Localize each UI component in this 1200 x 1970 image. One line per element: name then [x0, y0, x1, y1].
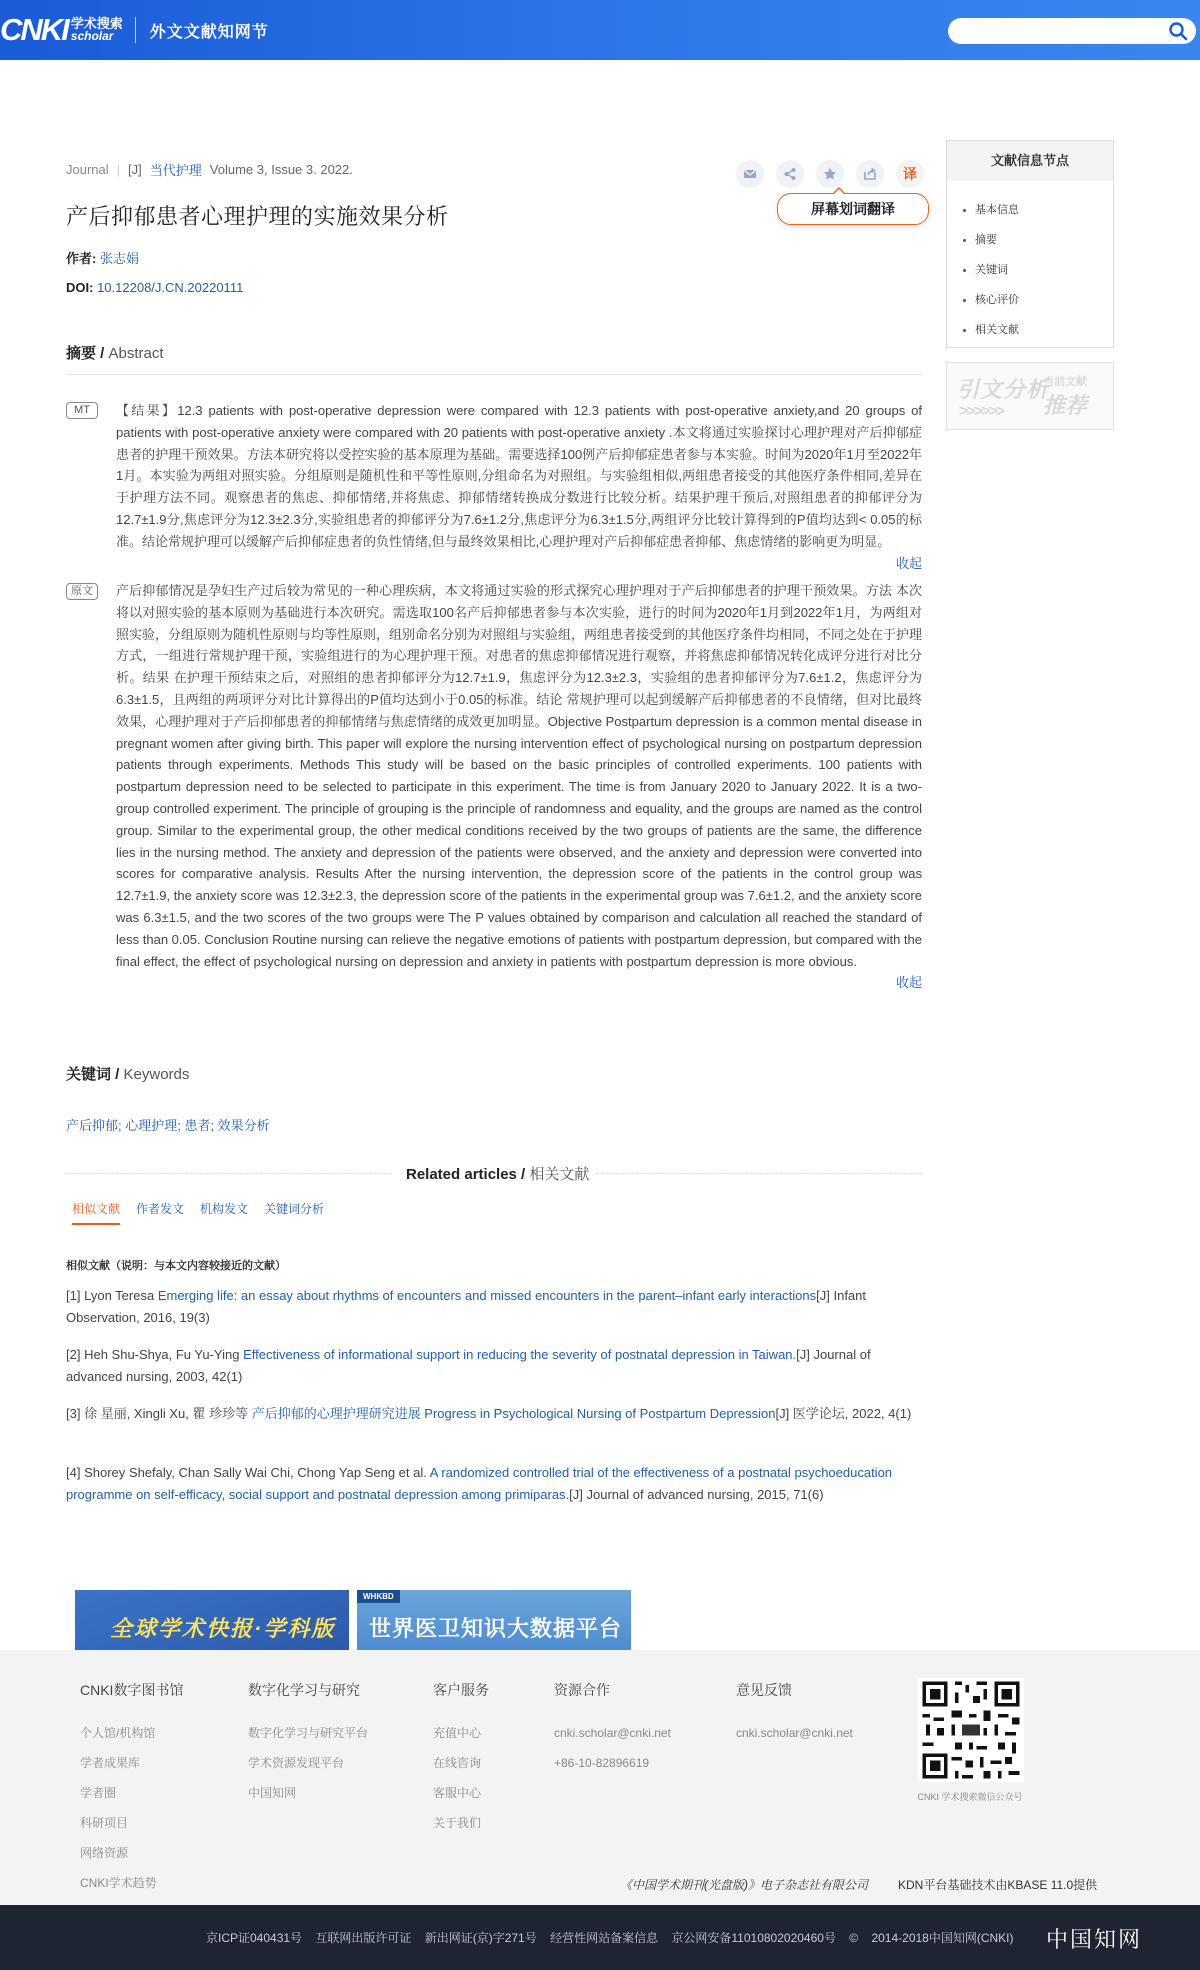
- node-title: 外文文献知网节: [149, 23, 269, 41]
- keyword-list[interactable]: 产后抑郁; 心理护理; 患者; 效果分析: [66, 1118, 270, 1133]
- sidebar: [946, 140, 1114, 430]
- keywords-heading: 关键词 / Keywords: [66, 1066, 190, 1083]
- search-box: [948, 18, 1196, 44]
- author-link[interactable]: 张志娟: [99, 251, 139, 266]
- similar-note: 相似文献（说明：与本文内容较接近的文献）: [66, 1260, 286, 1272]
- sidebar-item-core-evaluation[interactable]: 核心评价: [963, 285, 1113, 315]
- footer-link[interactable]: 充值中心: [433, 1726, 482, 1740]
- kdn-text: KDN平台基础技术由KBASE 11.0提供: [898, 1878, 1098, 1892]
- logo-divider: [135, 17, 136, 43]
- footer-link[interactable]: 学术资源发现平台: [248, 1756, 345, 1770]
- logo-cnki-text: CNKI: [0, 12, 68, 47]
- footer-link[interactable]: 个人馆/机构馆: [80, 1726, 156, 1740]
- footer-link[interactable]: 在线咨询: [433, 1756, 482, 1770]
- related-divider-left: [66, 1173, 392, 1174]
- cnki-scholar-logo[interactable]: [0, 14, 269, 46]
- footer-col-cooperation: 资源合作 cnki.scholar@cnki.net +86-10-82896619: [554, 1680, 671, 1778]
- sidebar-item-basic-info[interactable]: 基本信息: [963, 195, 1113, 225]
- footer-link[interactable]: 网络资源: [80, 1846, 129, 1860]
- footer-link[interactable]: cnki.scholar@cnki.net: [736, 1726, 853, 1740]
- footer-col-library: CNKI数字图书馆 个人馆/机构馆 学者成果库 学者圈 科研项目 网络资源 CNKI学术趋势: [80, 1680, 183, 1898]
- author-line: [66, 248, 139, 267]
- world-medical-platform-banner[interactable]: WHKBD 世界医卫知识大数据平台: [357, 1590, 631, 1696]
- tab-keyword-analysis[interactable]: 关键词分析: [264, 1202, 325, 1216]
- related-articles-heading: [66, 1163, 922, 1183]
- related-tabs: [72, 1200, 324, 1225]
- reference-item: [3] 徐 星丽, Xingli Xu, 瞿 珍珍等 产后抑郁的心理护理研究进展 Progress in Psychological Nursing of Postpartum Depression[J] 医学论坛, 2022, 4(1): [66, 1406, 912, 1421]
- logo-scholar-text: 学术搜索 scholar: [70, 16, 123, 43]
- tab-institution[interactable]: 机构发文: [200, 1202, 249, 1216]
- footer-link[interactable]: 学者圈: [80, 1786, 117, 1800]
- sidebar-item-related[interactable]: 相关文献: [963, 315, 1113, 345]
- translate-button[interactable]: 译: [896, 160, 924, 188]
- article-toolbar: [736, 160, 924, 188]
- machine-translated-abstract: 【结果】12.3 patients with post-operative depression were compared with 12.3 patients with post-operative anxiety,and 20 groups of patients with post-operative anxiety were compared with 20 patients with post-operative anxiety .本文将通过实验探讨心理护理对产后抑郁症患者的护理干预效果。方法本研究将以受控实验的基本原理为基础。需要选择100例产后抑郁症患者参与本实验。时间为2020年1月至2022年1月。本实验为两组对照实验。分组原则是随机性和平等性原则,分组命名为对照组。与实验组相似,两组患者接受的其他医疗条件相同,差异在于护理方法不同。观察患者的焦虑、抑郁情绪,并将焦虑、抑郁情绪转换成分数进行比较分析。结果护理干预后,对照组患者的抑郁评分为12.7±1.9分,焦虑评分为12.3±2.3分,实验组患者的抑郁评分为7.6±1.2分,焦虑评分为6.3±1.5分,两组评分比较计算得到的P值均达到< 0.05的标准。结论常规护理可以缓解产后抑郁症患者的负性情绪,但与最终效果相比,心理护理对产后抑郁症患者抑郁、焦虑情绪的影响更为明显。 收起: [116, 400, 922, 574]
- reference-title-link[interactable]: Emerging life: an essay about rhythms of encounters and missed encounters in the parent–infant early interactions: [157, 1288, 817, 1303]
- wechat-qr-code: [918, 1678, 1024, 1782]
- reference-title-link[interactable]: A randomized controlled trial of the effectiveness of a postnatal psychoeducation programme on self-efficacy, social support and postnatal depression among primiparas.: [66, 1465, 893, 1502]
- footer-link[interactable]: 关于我们: [433, 1816, 482, 1830]
- article-type: Journal: [66, 162, 109, 177]
- reference-title-link[interactable]: 产后抑郁的心理护理研究进展 Progress in Psychological Nursing of Postpartum Depression: [251, 1406, 776, 1421]
- related-divider-right: [596, 1173, 922, 1174]
- cnki-brand-logo: 中国知网: [1046, 1928, 1143, 1953]
- qr-caption: CNKI 学术搜索微信公众号: [917, 1792, 1023, 1802]
- search-input[interactable]: [948, 18, 1158, 44]
- original-abstract: 产后抑郁情况是孕妇生产过后较为常见的一种心理疾病，本文将通过实验的形式探究心理护理对于产后抑郁患者的护理干预效果。方法 本次将以对照实验的基本原则为基础进行本次研究。需选取100名产后抑郁患者参与本次实验，进行的时间为2020年1月到2022年1月，为两组对照实验，分组原则为随机性原则与均等性原则，组别命名分别为对照组与实验组，两组患者接受到的其他医疗条件均相同，不同之处在于护理方式，一组进行常规护理干预，实验组进行的为心理护理干预。对患者的焦虑抑郁情况进行观察，并将焦虑抑郁情况转化成评分进行对比分析。结果 在护理干预结束之后，对照组的患者抑郁评分为12.7±1.9，焦虑评分为12.3±2.3，实验组的患者抑郁评分为7.6±1.2，焦虑评分为6.3±1.5，且两组的两项评分对比计算得出的P值均达到小于0.05的标准。结论 常规护理可以起到缓解产后抑郁患者的不良情绪，但对比最终效果，心理护理对于产后抑郁患者的抑郁情绪与焦虑情绪的成效更加明显。Objective Postpartum depression is a common mental disease in pregnant women after giving birth. This paper will explore the nursing intervention effect of psychological nursing on postpartum depression patients through experiments. Methods This study will be based on the basic principles of controlled experiments. 100 patients with postpartum depression need to be selected to participate in this experiment. The time is from January 2020 to January 2022. It is a two-group controlled experiment. The principle of grouping is the principle of randomness and equality, and the groups are named as the control group. Similar to the experimental group, the other medical conditions received by the two groups of patients are the same, the difference lies in the nursing method. The anxiety and depression of the patients were observed, and the anxiety and depression were converted into scores for comparative analysis. Results After the nursing intervention, the depression score of the patients in the control group was 12.7±1.9, the anxiety score was 12.3±2.3, the depression score of the patients in the experimental group was 7.6±1.2, and the anxiety score was 6.3±1.5, and the two scores of the two groups were The P values obtained by comparison and calculation all reached the standard of less than 0.05. Conclusion Routine nursing can relieve the negative emotions of patients with postpartum depression, but compared with the final effect, the effect of psychological nursing on depression and anxiety in patients with postpartum depression is more obvious. 收起: [116, 580, 922, 994]
- reference-item: [1] Lyon Teresa Emerging life: an essay about rhythms of encounters and missed encounters in the parent–infant early interactions[J] Infant Observation, 2016, 19(3): [66, 1288, 867, 1325]
- footer-link[interactable]: cnki.scholar@cnki.net: [554, 1726, 671, 1740]
- node-navigation-title: 文献信息节点: [947, 141, 1113, 181]
- doi-link[interactable]: 10.12208/J.CN.20220111: [97, 280, 244, 295]
- collapse-original-link[interactable]: 收起: [895, 975, 922, 991]
- arrows-icon: >>>>>>: [959, 403, 1004, 420]
- reference-item: [4] Shorey Shefaly, Chan Sally Wai Chi, Chong Yap Seng et al. A randomized controlled trial of the effectiveness of a postnatal psychoeducation programme on self-efficacy, social support and postnatal depression among primiparas.[J] Journal of advanced nursing, 2015, 71(6): [66, 1465, 893, 1502]
- meta-divider: |: [116, 162, 121, 177]
- author-label: 作者:: [66, 251, 97, 266]
- doi-line: [66, 280, 243, 295]
- citation-analysis-box[interactable]: 引文分析 当前文献 推荐 >>>>>>: [946, 362, 1114, 430]
- publisher-text: 《中国学术期刊(光盘版)》电子杂志社有限公司: [620, 1878, 868, 1892]
- original-tag: 原文: [66, 583, 98, 600]
- collapse-mt-link[interactable]: 收起: [895, 555, 922, 571]
- footer-link[interactable]: 数字化学习与研究平台: [248, 1726, 369, 1740]
- mail-icon: [742, 166, 758, 182]
- journal-issue: Volume 3, Issue 3. 2022.: [209, 162, 353, 177]
- footer-link[interactable]: 中国知网: [248, 1786, 297, 1800]
- share-button[interactable]: [776, 160, 804, 188]
- mt-tag: MT: [66, 402, 98, 419]
- global-academic-express-banner[interactable]: 全球学术快报·学科版: [75, 1590, 349, 1696]
- main-content: [0, 60, 1200, 1650]
- related-heading-text: Related articles / 相关文献: [400, 1163, 595, 1184]
- footer-link: +86-10-82896619: [554, 1756, 650, 1770]
- footer-link[interactable]: 科研项目: [80, 1816, 129, 1830]
- reference-title-link[interactable]: Effectiveness of informational support in reducing the severity of postnatal depression in Taiwan.: [243, 1347, 797, 1362]
- footer-col-feedback: 意见反馈 cnki.scholar@cnki.net: [736, 1680, 853, 1748]
- share-icon: [782, 166, 798, 182]
- node-navigation: [946, 140, 1114, 348]
- reference-item: [2] Heh Shu-Shya, Fu Yu-Ying Effectiveness of informational support in reducing the severity of postnatal depression in Taiwan.[J] Journal of advanced nursing, 2003, 42(1): [66, 1347, 871, 1384]
- journal-tag: [J]: [128, 162, 142, 177]
- tab-similar[interactable]: 相似文献: [72, 1200, 120, 1225]
- sidebar-item-keywords[interactable]: 关键词: [963, 255, 1113, 285]
- article-meta: [66, 160, 353, 179]
- favorite-button[interactable]: [816, 160, 844, 188]
- email-button[interactable]: [736, 160, 764, 188]
- export-icon: [862, 166, 878, 182]
- footer-col-service: 客户服务 充值中心 在线咨询 客服中心 关于我们: [433, 1680, 489, 1838]
- site-footer: [0, 1650, 1200, 1905]
- journal-name-link[interactable]: 当代护理: [149, 163, 202, 178]
- top-header: [0, 0, 1200, 60]
- translate-tooltip: 屏幕划词翻译: [777, 193, 929, 225]
- footer-col-learning: 数字化学习与研究 数字化学习与研究平台 学术资源发现平台 中国知网: [248, 1680, 368, 1808]
- star-icon: [822, 166, 838, 182]
- tab-author[interactable]: 作者发文: [136, 1202, 185, 1216]
- export-button[interactable]: [856, 160, 884, 188]
- article-title: 产后抑郁患者心理护理的实施效果分析: [66, 204, 449, 229]
- doi-label: DOI:: [66, 280, 94, 295]
- copyright-text: 京ICP证040431号 互联网出版许可证 新出网证(京)字271号 经营性网站备案信息 京公网安备11010802020460号 © 2014-2018中国知网(CNKI): [206, 1931, 1014, 1945]
- copyright-bar: [0, 1905, 1200, 1970]
- abstract-heading: 摘要 / Abstract: [66, 345, 164, 362]
- footer-link[interactable]: CNKI学术趋势: [80, 1876, 157, 1890]
- search-icon[interactable]: [1168, 21, 1188, 41]
- footer-link[interactable]: 学者成果库: [80, 1756, 141, 1770]
- abstract-divider: [66, 374, 922, 375]
- sidebar-item-abstract[interactable]: 摘要: [963, 225, 1113, 255]
- footer-link[interactable]: 客服中心: [433, 1786, 482, 1800]
